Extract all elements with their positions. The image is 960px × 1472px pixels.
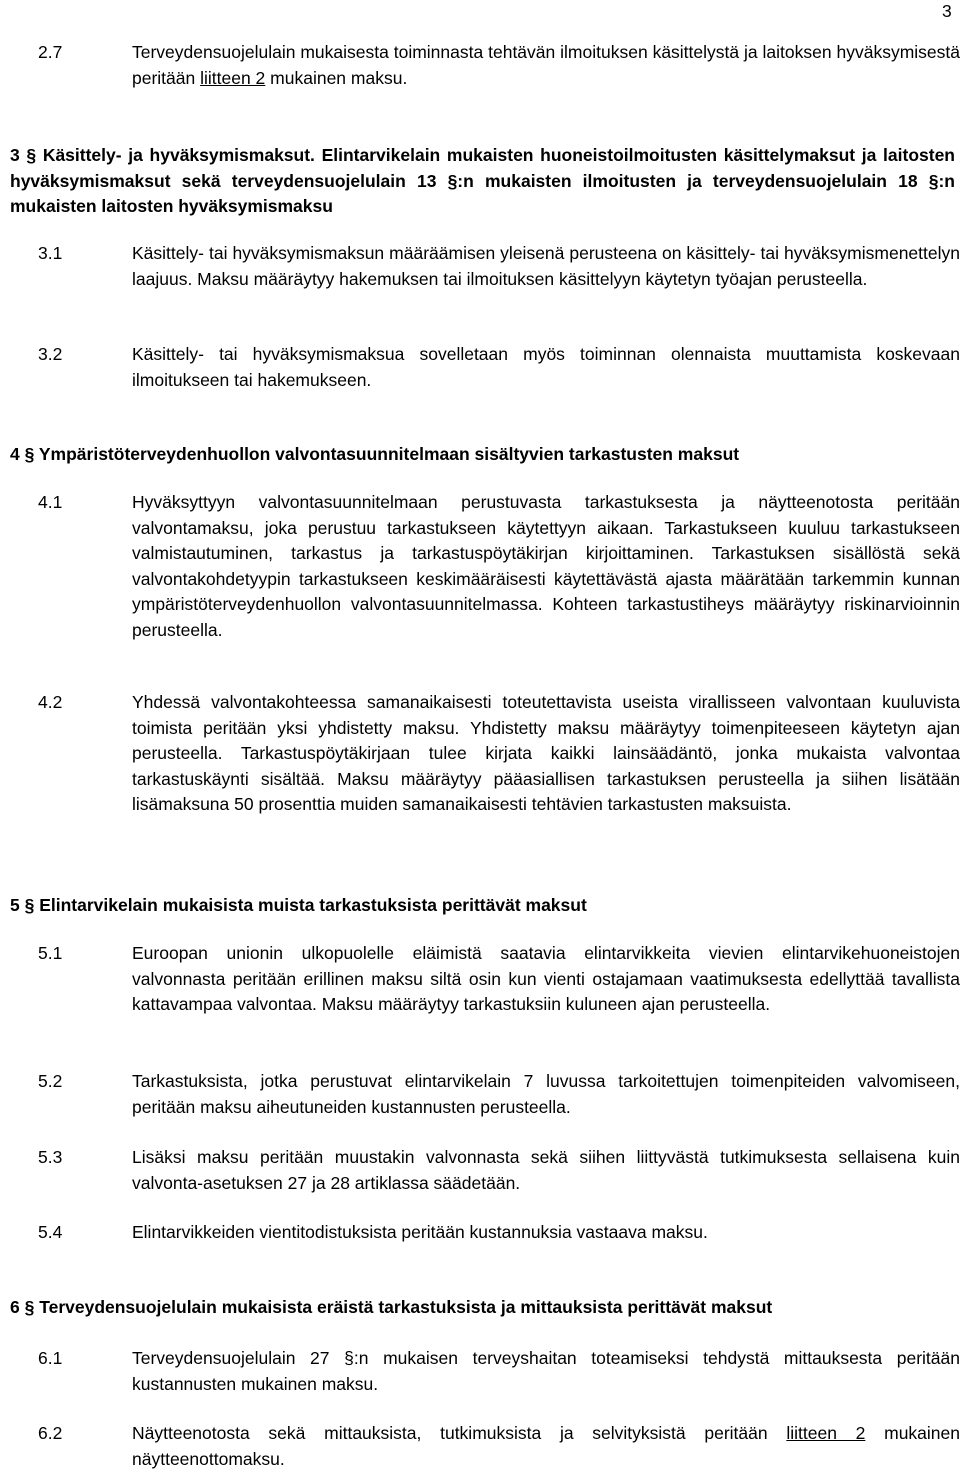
paragraph-3-1 xyxy=(38,241,960,292)
paragraph-4-1 xyxy=(38,490,960,643)
paragraph-number: 5.1 xyxy=(38,943,63,963)
paragraph-6-2 xyxy=(38,1421,960,1472)
paragraph-number: 5.4 xyxy=(38,1222,63,1242)
paragraph-text: Tarkastuksista, jotka perustuvat elintarvikelain 7 luvussa tarkoitettujen toimenpiteiden valvomiseen, peritään maksu aiheutuneiden kustannusten perusteella. xyxy=(132,1071,960,1117)
paragraph-number: 5.2 xyxy=(38,1071,63,1091)
paragraph-text: Yhdessä valvontakohteessa samanaikaisesti toteutettavista useista virallisseen valvontaan kuuluvista toimista peritään yksi yhdistetty maksu. Yhdistetty maksu määräytyy toimenpiteeseen käytetyn ajan perusteella. Tarkastuspöytäkirjaan tulee kirjata kaikki lainsäädäntö, jonka mukaista valvontaa tarkastuskäynti sisältää. Maksu määräytyy pääasiallisen tarkastuksen perusteella ja siihen lisätään lisämaksuna 50 prosenttia muiden samanaikaisesti tehtävien tarkastusten maksuista. xyxy=(132,692,960,814)
attachment-link[interactable]: liitteen 2 xyxy=(200,67,266,88)
paragraph-text: Elintarvikkeiden vientitodistuksista peritään kustannuksia vastaava maksu. xyxy=(132,1222,708,1242)
paragraph-number: 6.1 xyxy=(38,1348,63,1368)
paragraph-text: Euroopan unionin ulkopuolelle eläimistä saatavia elintarvikkeita vievien elintarvikehuoneistojen valvonnasta peritään erillinen maksu siltä osin kun vienti ostajamaan vaatimuksesta edellyttää tavallista kattavampaa valvontaa. Maksu määräytyy tarkastuksiin kuluneen ajan perusteella. xyxy=(132,943,960,1014)
attachment-link[interactable]: liitteen 2 xyxy=(786,1423,866,1443)
paragraph-text: Käsittely- tai hyväksymismaksun määräämisen yleisenä perusteena on käsittely- tai hyväksymismenettelyn laajuus. Maksu määräytyy hakemuksen tai ilmoituksen käsittelyyn käytetyn työajan perusteella. xyxy=(132,243,960,289)
section-4-heading: 4 § Ympäristöterveydenhuollon valvontasuunnitelmaan sisältyvien tarkastusten maksut xyxy=(10,444,740,464)
paragraph-text: Lisäksi maksu peritään muustakin valvonnasta sekä siihen liittyvästä tutkimuksesta sellaisena kuin valvonta-asetuksen 27 ja 28 artiklassa säädetään. xyxy=(132,1147,960,1193)
paragraph-number: 5.3 xyxy=(38,1147,63,1167)
paragraph-text: Terveydensuojelulain 27 §:n mukaisen terveyshaitan toteamiseksi tehdystä mittauksesta peritään kustannusten mukainen maksu. xyxy=(132,1348,960,1394)
paragraph-number: 4.2 xyxy=(38,692,63,712)
page-number: 3 xyxy=(942,1,952,21)
paragraph-5-3 xyxy=(38,1145,960,1196)
paragraph-text: Näytteenotosta sekä mittauksista, tutkimuksista ja selvityksistä peritään liitteen 2 mukainen näytteenottomaksu. xyxy=(132,1423,960,1469)
paragraph-2-7 xyxy=(38,40,960,91)
paragraph-3-2 xyxy=(38,342,960,393)
paragraph-text: Käsittely- tai hyväksymismaksua sovelletaan myös toiminnan olennaista muuttamista koskevaan ilmoitukseen tai hakemukseen. xyxy=(132,344,960,390)
paragraph-number: 6.2 xyxy=(38,1423,63,1443)
paragraph-5-2 xyxy=(38,1069,960,1120)
paragraph-text: Hyväksyttyyn valvontasuunnitelmaan perustuvasta tarkastuksesta ja näytteenotosta peritään valvontamaksu, joka perustuu tarkastukseen käytettyyn aikaan. Tarkastukseen kuuluu tarkastukseen valmistautuminen, tarkastus ja tarkastuspöytäkirjan kirjoittaminen. Tarkastuksen sisällöstä sekä valvontakohdetyypin tarkastukseen keskimääräisesti käytettävästä ajasta määrätään tarkemmin kunnan ympäristöterveydenhuollon valvontasuunnitelmassa. Kohteen tarkastustiheys määräytyy riskinarvioinnin perusteella. xyxy=(132,492,960,640)
paragraph-number: 3.2 xyxy=(38,344,63,364)
paragraph-number: 2.7 xyxy=(38,42,63,62)
paragraph-6-1 xyxy=(38,1346,960,1397)
paragraph-number: 3.1 xyxy=(38,243,63,263)
paragraph-text: Terveydensuojelulain mukaisesta toiminnasta tehtävän ilmoituksen käsittelystä ja laitoksen hyväksymisestä peritään liitteen 2 mukainen maksu. xyxy=(132,42,960,88)
section-5-heading: 5 § Elintarvikelain mukaisista muista tarkastuksista perittävät maksut xyxy=(10,895,587,915)
paragraph-4-2 xyxy=(38,690,960,818)
paragraph-number: 4.1 xyxy=(38,492,63,512)
section-3-heading: 3 § Käsittely- ja hyväksymismaksut. Elintarvikelain mukaisten huoneistoilmoitusten käsittelymaksut ja laitosten hyväksymismaksut sekä terveydensuojelulain 13 §:n mukaisten ilmoitusten ja terveydensuojelulain 18 §:n mukaisten laitosten hyväksymismaksu xyxy=(10,145,955,216)
paragraph-5-1 xyxy=(38,941,960,1018)
paragraph-5-4 xyxy=(38,1220,960,1246)
section-6-heading: 6 § Terveydensuojelulain mukaisista eräistä tarkastuksista ja mittauksista perittävät maksut xyxy=(10,1297,773,1317)
